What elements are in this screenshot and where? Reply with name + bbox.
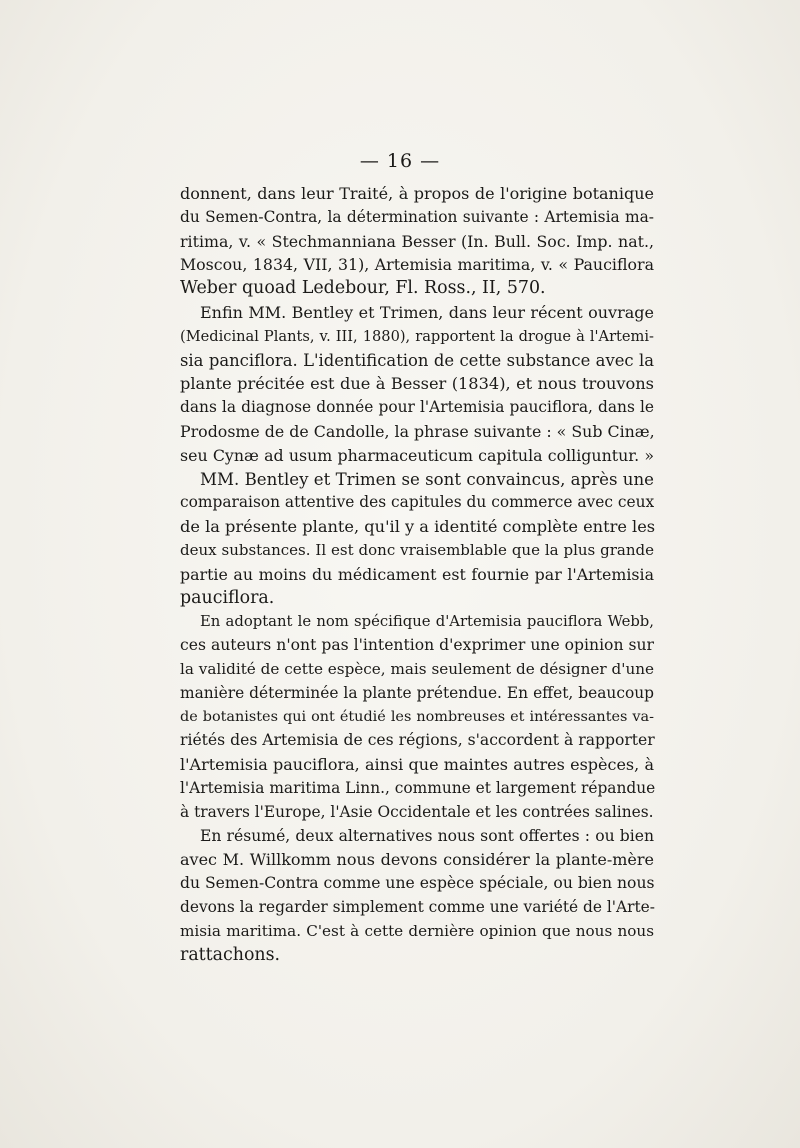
text-line: du Semen-Contra comme une espèce spéciale, ou bien nous bbox=[180, 874, 655, 893]
text-line: deux substances. Il est donc vraisemblable que la plus grande bbox=[180, 540, 654, 559]
text-line: seu Cynæ ad usum pharmaceuticum capitula colliguntur. » bbox=[180, 445, 654, 465]
text-line: plante précitée est due à Besser (1834), et nous trouvons bbox=[180, 374, 654, 394]
text-line: la validité de cette espèce, mais seulement de désigner d'une bbox=[180, 659, 654, 678]
text-line: riétés des Artemisia de ces régions, s'accordent à rapporter bbox=[180, 731, 655, 750]
text-line: comparaison attentive des capitules du commerce avec ceux bbox=[180, 493, 655, 512]
page-number: — 16 — bbox=[359, 150, 441, 172]
body-text bbox=[180, 182, 654, 967]
text-line: MM. Bentley et Trimen se sont convaincus, après une bbox=[200, 469, 654, 489]
text-line: l'Artemisia maritima Linn., commune et largement répandue bbox=[180, 778, 656, 797]
text-line: pauciflora. bbox=[180, 587, 275, 608]
text-line: misia maritima. C'est à cette dernière opinion que nous nous bbox=[180, 921, 654, 940]
text-line: En résumé, deux alternatives nous sont offertes : ou bien bbox=[200, 826, 654, 845]
text-line: Moscou, 1834, VII, 31), Artemisia maritima, v. « Pauciflora bbox=[180, 255, 654, 275]
text-line: Enfin MM. Bentley et Trimen, dans leur récent ouvrage bbox=[200, 302, 654, 322]
text-line: à travers l'Europe, l'Asie Occidentale et les contrées salines. bbox=[180, 802, 654, 821]
text-line: du Semen-Contra, la détermination suivante : Artemisia ma- bbox=[180, 207, 654, 226]
text-line: sia panciflora. L'identification de cette substance avec la bbox=[180, 350, 654, 370]
text-line: avec M. Willkomm nous devons considérer la plante-mère bbox=[180, 850, 654, 870]
text-line: En adoptant le nom spécifique d'Artemisia pauciflora Webb, bbox=[200, 613, 654, 631]
text-line: dans la diagnose donnée pour l'Artemisia pauciflora, dans le bbox=[180, 398, 654, 417]
text-line: rattachons. bbox=[180, 944, 281, 965]
text-line: partie au moins du médicament est fournie par l'Artemisia bbox=[180, 564, 654, 584]
text-line: donnent, dans leur Traité, à propos de l'origine botanique bbox=[180, 184, 654, 203]
text-line: de botanistes qui ont étudié les nombreuses et intéressantes va- bbox=[180, 708, 654, 725]
text-line: ces auteurs n'ont pas l'intention d'exprimer une opinion sur bbox=[180, 636, 654, 655]
text-line: Prodosme de de Candolle, la phrase suivante : « Sub Cinæ, bbox=[180, 421, 655, 441]
text-line: l'Artemisia pauciflora, ainsi que maintes autres espèces, à bbox=[180, 755, 654, 775]
text-line: ritima, v. « Stechmanniana Besser (In. Bull. Soc. Imp. nat., bbox=[180, 231, 654, 251]
text-line: manière déterminée la plante prétendue. En effet, beaucoup bbox=[180, 683, 654, 702]
text-line: (Medicinal Plants, v. III, 1880), rapportent la drogue à l'Artemi- bbox=[180, 327, 654, 345]
text-line: Weber quoad Ledebour, Fl. Ross., II, 570. bbox=[180, 278, 546, 299]
text-line: de la présente plante, qu'il y a identité complète entre les bbox=[180, 517, 656, 537]
text-line: devons la regarder simplement comme une variété de l'Arte- bbox=[180, 897, 655, 916]
